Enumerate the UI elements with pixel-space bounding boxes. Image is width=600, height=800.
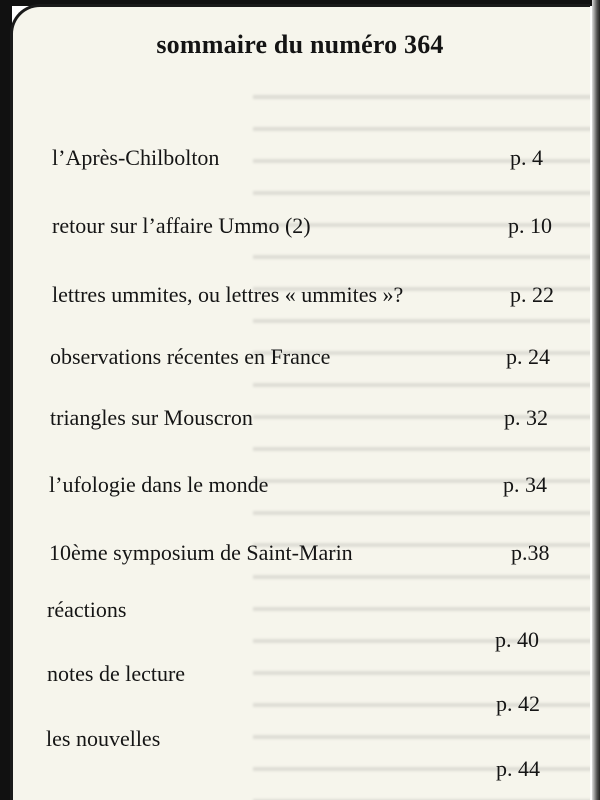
toc-entry-title: l’Après-Chilbolton: [52, 145, 220, 170]
toc-entry-title: triangles sur Mouscron: [50, 405, 253, 430]
toc-entry-page: p. 40: [495, 627, 539, 652]
toc-entry-page: p.38: [511, 540, 550, 565]
toc-entry-page: p. 42: [496, 691, 540, 716]
toc-entry-page: p. 32: [504, 405, 548, 430]
toc-entry-page: p. 10: [508, 213, 552, 238]
toc-entry-title: les nouvelles: [46, 726, 161, 751]
toc-entry-title: notes de lecture: [47, 661, 186, 686]
toc-entry-page: p. 22: [510, 282, 554, 307]
toc-entry-title: observations récentes en France: [50, 344, 331, 369]
toc-entry-title: l’ufologie dans le monde: [49, 472, 269, 497]
toc-entry-page: p. 24: [506, 344, 550, 369]
toc-entry-page: p. 4: [510, 145, 543, 170]
toc-entry-title: lettres ummites, ou lettres « ummites »?: [52, 282, 404, 307]
toc-entry-title: réactions: [47, 597, 127, 622]
toc-entry-page: p. 44: [496, 756, 540, 781]
toc-entry-title: 10ème symposium de Saint-Marin: [49, 540, 353, 565]
toc-entry-page: p. 34: [503, 472, 547, 497]
toc-entry-title: retour sur l’affaire Ummo (2): [52, 213, 311, 238]
contents-title: sommaire du numéro 364: [156, 30, 444, 59]
